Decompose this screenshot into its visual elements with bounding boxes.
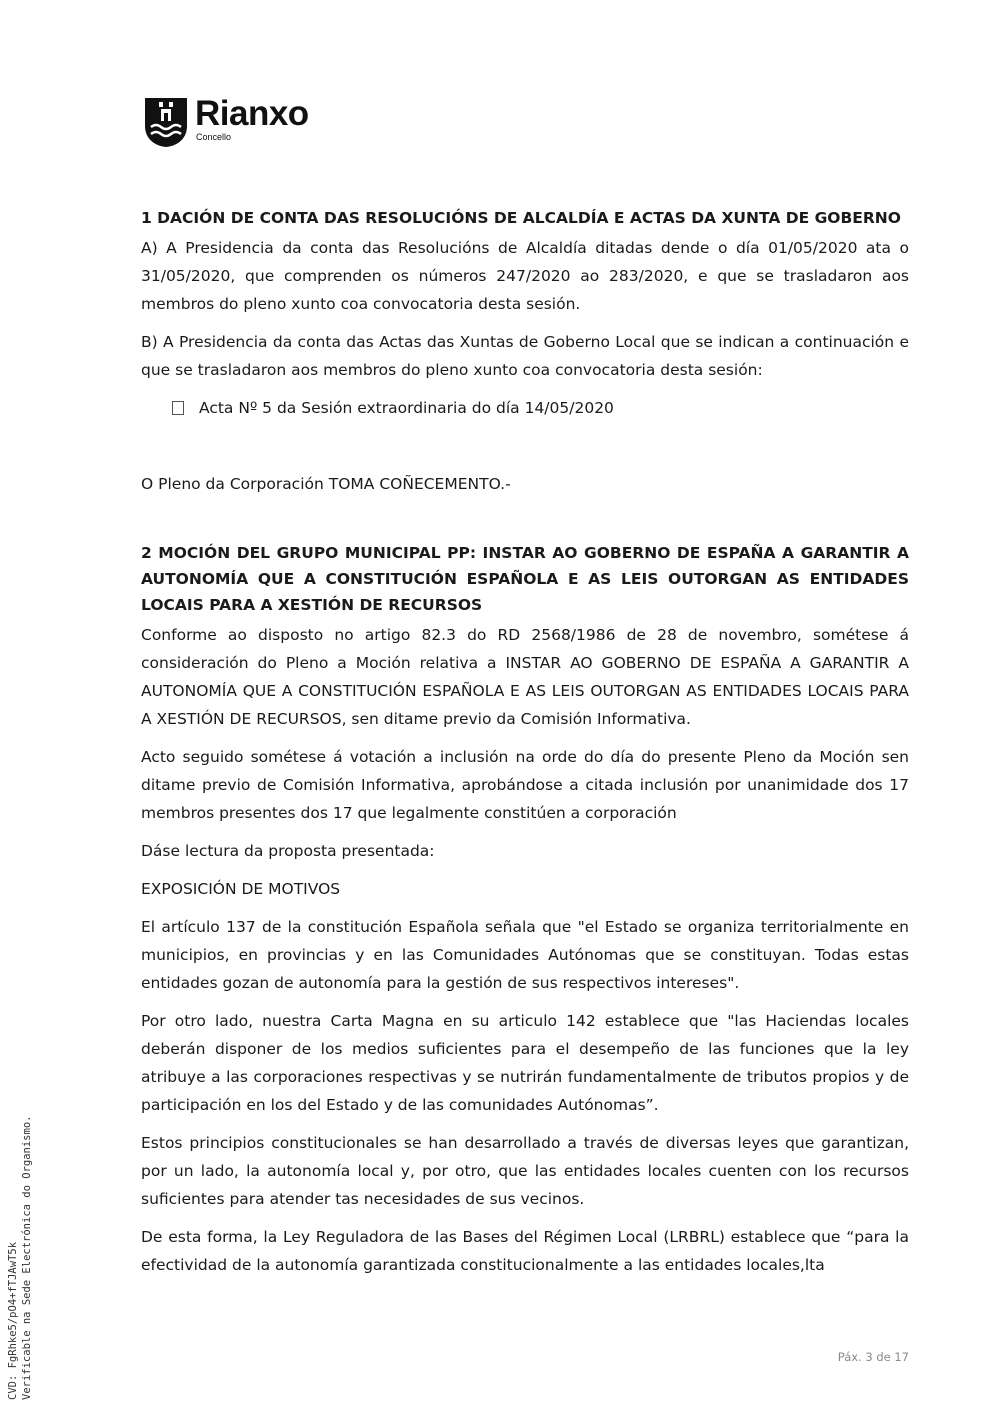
paragraph: Estos principios constitucionales se han desarrollado a través de diversas leyes que garantizan, por un lado, la autonomía local y, por otro, que las entidades locales cuenten con los recursos suficientes para atender tas necesidades de sus vecinos. (141, 1134, 909, 1208)
verification-code: CVD: FgRhke5/pO4+fTJAwT5k (7, 1241, 19, 1400)
verification-note (6, 1116, 34, 1400)
castle-shield-icon (143, 96, 189, 148)
rianxo-logo (143, 96, 343, 152)
section1-paragraph-a: A) A Presidencia da conta das Resolucións de Alcaldía ditadas dende o día 01/05/2020 ata o 31/05/2020, que comprenden os números 247/2020 ao 283/2020, e que se trasladaron aos membros do pleno xunto coa convocatoria desta sesión. (141, 239, 909, 313)
paragraph: Por otro lado, nuestra Carta Magna en su articulo 142 establece que "las Haciendas locales deberán disponer de los medios suficientes para el desempeño de las funciones que la ley atribuye a las corporaciones respectivas y se nutrirán fundamentalmente de tributos propios y de participación en los del Estado y de las comunidades Autónomas”. (141, 1012, 909, 1114)
section1-heading: 1 DACIÓN DE CONTA DAS RESOLUCIÓNS DE ALCALDÍA E ACTAS DA XUNTA DE GOBERNO (141, 209, 901, 227)
paragraph: De esta forma, la Ley Reguladora de las Bases del Régimen Local (LRBRL) establece que “para la efectividad de la autonomía garantizada constitucionalmente a las entidades locales,lta (141, 1228, 909, 1274)
list-item-text: Acta Nº 5 da Sesión extraordinaria do día 14/05/2020 (199, 399, 614, 417)
paragraph: Acto seguido sométese á votación a inclusión na orde do día do presente Pleno da Moción sen ditame previo de Comisión Informativa, aprobándose a citada inclusión por unanimidade dos 17 membros presentes dos 17 que legalmente constitúen a corporación (141, 748, 909, 822)
paragraph: Dáse lectura da proposta presentada: (141, 842, 435, 860)
logo-subtitle: Concello (196, 132, 232, 142)
section1-paragraph-b: B) A Presidencia da conta das Actas das Xuntas de Goberno Local que se indican a continuación e que se trasladaron aos membros do pleno xunto coa convocatoria desta sesión: (141, 333, 909, 379)
section1-conclusion: O Pleno da Corporación TOMA COÑECEMENTO.- (141, 475, 511, 493)
list-item (141, 394, 909, 422)
paragraph: El artículo 137 de la constitución Española señala que "el Estado se organiza territorialmente en municipios, en provincias y en las Comunidades Autónomas que se constituyan. Todas estas entidades gozan de autonomía para la gestión de sus respectivos intereses". (141, 918, 909, 992)
paragraph: Conforme ao disposto no artigo 82.3 do RD 2568/1986 de 28 de novembro, sométese á consideración do Pleno a Moción relativa a INSTAR AO GOBERNO DE ESPAÑA A GARANTIR A AUTONOMÍA QUE A CONSTITUCIÓN ESPAÑOLA E AS LEIS OUTORGAN AS ENTIDADES LOCAIS PARA A XESTIÓN DE RECURSOS, sen ditame previo da Comisión Informativa. (141, 626, 909, 728)
verification-text: Verificable na Sede Electrónica do Organismo. (21, 1115, 33, 1400)
page-number: Páx. 3 de 17 (837, 1350, 909, 1364)
paragraph: EXPOSICIÓN DE MOTIVOS (141, 880, 341, 898)
logo-wordmark: Rianxo (195, 94, 309, 133)
bullet-icon (172, 401, 184, 415)
section2-heading: 2 MOCIÓN DEL GRUPO MUNICIPAL PP: INSTAR AO GOBERNO DE ESPAÑA A GARANTIR A AUTONOMÍA QUE A CONSTITUCIÓN ESPAÑOLA E AS LEIS OUTORGAN AS ENTIDADES LOCAIS PARA A XESTIÓN DE RECURSOS (141, 544, 909, 614)
document-body (141, 205, 909, 1289)
